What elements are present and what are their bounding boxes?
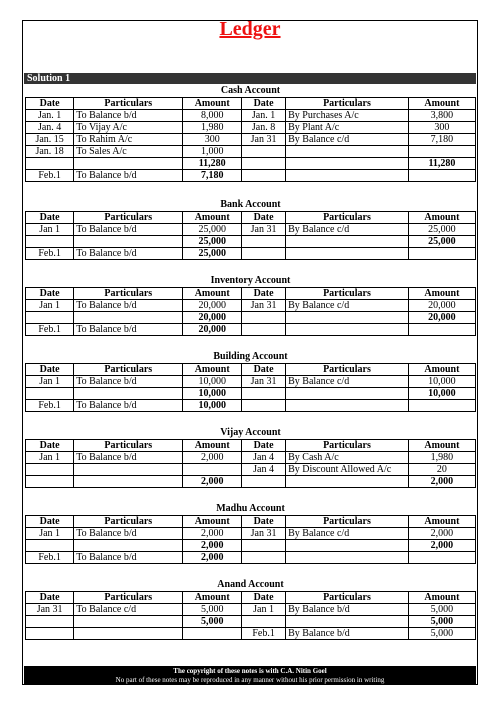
column-header: Particulars <box>286 98 409 110</box>
table-cell: 25,000 <box>183 224 242 236</box>
table-cell: To Balance b/d <box>74 248 183 260</box>
table-cell <box>242 312 286 324</box>
table-cell: Feb.1 <box>26 400 74 412</box>
table-cell: To Balance b/d <box>74 110 183 122</box>
table-cell: 2,000 <box>408 476 475 488</box>
table-cell <box>26 464 74 476</box>
table-cell <box>26 540 74 552</box>
table-row <box>26 236 476 248</box>
ledger-account <box>25 427 476 488</box>
table-cell: 2,000 <box>183 452 242 464</box>
table-cell: Jan 31 <box>242 300 286 312</box>
table-cell: Jan. 18 <box>26 146 74 158</box>
table-cell: 5,000 <box>183 604 242 616</box>
table-cell <box>408 324 475 336</box>
table-cell: By Purchases A/c <box>286 110 409 122</box>
table-cell: 20,000 <box>183 300 242 312</box>
header-row <box>26 364 476 376</box>
table-cell: Jan 1 <box>26 528 74 540</box>
table-cell <box>242 552 286 564</box>
table-cell <box>242 158 286 170</box>
column-header: Amount <box>183 592 242 604</box>
table-cell: 25,000 <box>183 236 242 248</box>
header-row <box>26 98 476 110</box>
column-header: Date <box>26 440 74 452</box>
header-row <box>26 592 476 604</box>
column-header: Amount <box>408 288 475 300</box>
column-header: Particulars <box>74 98 183 110</box>
table-cell: 5,000 <box>183 616 242 628</box>
table-cell: Jan 1 <box>26 300 74 312</box>
table-cell <box>26 476 74 488</box>
table-cell <box>26 158 74 170</box>
table-cell <box>286 324 409 336</box>
column-header: Date <box>26 364 74 376</box>
table-cell: Jan 1 <box>242 604 286 616</box>
table-cell: Jan 4 <box>242 464 286 476</box>
table-cell: Jan 31 <box>242 528 286 540</box>
table-cell: To Balance b/d <box>74 552 183 564</box>
table-cell: 2,000 <box>183 552 242 564</box>
table-cell: 2,000 <box>183 476 242 488</box>
table-cell <box>286 248 409 260</box>
column-header: Date <box>26 288 74 300</box>
table-cell <box>242 388 286 400</box>
table-row <box>26 616 476 628</box>
table-cell: By Balance c/d <box>286 528 409 540</box>
table-cell <box>242 476 286 488</box>
table-cell <box>183 464 242 476</box>
table-cell <box>408 248 475 260</box>
table-cell <box>74 312 183 324</box>
table-cell <box>286 388 409 400</box>
table-row <box>26 452 476 464</box>
table-cell <box>242 616 286 628</box>
table-cell: 20 <box>408 464 475 476</box>
table-cell: Jan. 4 <box>26 122 74 134</box>
table-cell: Feb.1 <box>242 628 286 640</box>
table-cell: Jan 31 <box>26 604 74 616</box>
table-cell: 2,000 <box>408 528 475 540</box>
ledger-account <box>25 503 476 564</box>
table-cell: 10,000 <box>183 388 242 400</box>
column-header: Particulars <box>74 516 183 528</box>
table-cell <box>74 476 183 488</box>
table-cell <box>408 552 475 564</box>
column-header: Amount <box>183 516 242 528</box>
table-cell: 20,000 <box>183 324 242 336</box>
column-header: Particulars <box>286 592 409 604</box>
column-header: Amount <box>408 592 475 604</box>
table-cell: To Balance b/d <box>74 528 183 540</box>
table-cell: To Rahim A/c <box>74 134 183 146</box>
ledger-table <box>25 591 476 640</box>
column-header: Particulars <box>74 364 183 376</box>
ledger-account <box>25 85 476 182</box>
table-cell: By Discount Allowed A/c <box>286 464 409 476</box>
table-row <box>26 540 476 552</box>
table-cell: To Balance b/d <box>74 300 183 312</box>
column-header: Amount <box>408 440 475 452</box>
table-row <box>26 400 476 412</box>
table-cell: Feb.1 <box>26 170 74 182</box>
table-cell <box>183 628 242 640</box>
column-header: Date <box>242 364 286 376</box>
table-cell: To Sales A/c <box>74 146 183 158</box>
table-cell <box>26 236 74 248</box>
table-cell <box>408 400 475 412</box>
column-header: Date <box>242 440 286 452</box>
table-cell: To Balance c/d <box>74 604 183 616</box>
header-row <box>26 212 476 224</box>
table-cell: Jan 31 <box>242 376 286 388</box>
table-cell: 1,000 <box>183 146 242 158</box>
table-row <box>26 110 476 122</box>
table-cell: By Balance c/d <box>286 300 409 312</box>
table-cell: 2,000 <box>183 540 242 552</box>
column-header: Particulars <box>74 440 183 452</box>
table-cell <box>74 464 183 476</box>
table-cell <box>74 540 183 552</box>
table-cell <box>408 170 475 182</box>
table-cell <box>242 324 286 336</box>
column-header: Particulars <box>74 592 183 604</box>
table-cell <box>286 552 409 564</box>
table-row <box>26 324 476 336</box>
column-header: Date <box>242 98 286 110</box>
table-cell: 25,000 <box>408 224 475 236</box>
ledger-account <box>25 199 476 260</box>
column-header: Date <box>242 516 286 528</box>
ledger-table <box>25 515 476 564</box>
table-cell: 11,280 <box>183 158 242 170</box>
table-cell <box>286 146 409 158</box>
table-row <box>26 628 476 640</box>
solution-bar: Solution 1 <box>24 73 476 84</box>
table-row <box>26 248 476 260</box>
table-row <box>26 604 476 616</box>
table-cell: 20,000 <box>183 312 242 324</box>
page-title: Ledger <box>219 18 281 40</box>
column-header: Particulars <box>286 516 409 528</box>
table-cell <box>74 236 183 248</box>
table-row <box>26 122 476 134</box>
ledger-account <box>25 351 476 412</box>
column-header: Particulars <box>286 212 409 224</box>
table-cell <box>26 616 74 628</box>
column-header: Amount <box>408 516 475 528</box>
column-header: Date <box>242 288 286 300</box>
table-cell: 25,000 <box>183 248 242 260</box>
table-cell: 5,000 <box>408 604 475 616</box>
account-title: Anand Account <box>217 579 284 590</box>
table-cell: By Balance c/d <box>286 376 409 388</box>
table-cell: 2,000 <box>183 528 242 540</box>
table-cell: To Balance b/d <box>74 324 183 336</box>
table-cell <box>286 312 409 324</box>
table-row <box>26 224 476 236</box>
column-header: Date <box>26 592 74 604</box>
table-row <box>26 158 476 170</box>
table-row <box>26 476 476 488</box>
column-header: Amount <box>183 440 242 452</box>
table-cell <box>242 540 286 552</box>
account-title: Vijay Account <box>220 427 281 438</box>
column-header: Particulars <box>286 440 409 452</box>
table-cell <box>286 158 409 170</box>
table-cell: To Balance b/d <box>74 224 183 236</box>
table-cell: To Vijay A/c <box>74 122 183 134</box>
ledger-table <box>25 363 476 412</box>
table-cell <box>74 616 183 628</box>
table-cell: Jan 1 <box>26 452 74 464</box>
table-cell: Jan 4 <box>242 452 286 464</box>
table-cell: 10,000 <box>408 376 475 388</box>
column-header: Amount <box>183 212 242 224</box>
table-cell: By Plant A/c <box>286 122 409 134</box>
table-cell: Feb.1 <box>26 324 74 336</box>
table-cell <box>286 400 409 412</box>
table-cell: Jan 31 <box>242 134 286 146</box>
table-row <box>26 388 476 400</box>
table-cell <box>408 146 475 158</box>
table-cell: Jan. 1 <box>242 110 286 122</box>
footer-line-1: The copyright of these notes is with C.A. Nitin Goel <box>173 667 327 675</box>
ledger-account <box>25 579 476 640</box>
column-header: Particulars <box>286 288 409 300</box>
table-cell: Feb.1 <box>26 552 74 564</box>
ledger-table <box>25 439 476 488</box>
table-cell: By Balance b/d <box>286 604 409 616</box>
column-header: Amount <box>408 364 475 376</box>
account-title: Madhu Account <box>216 503 285 514</box>
table-cell <box>242 170 286 182</box>
table-cell <box>242 236 286 248</box>
ledger-account <box>25 275 476 336</box>
table-cell <box>74 388 183 400</box>
ledger-table <box>25 97 476 182</box>
table-cell: Jan. 15 <box>26 134 74 146</box>
table-cell <box>286 476 409 488</box>
header-row <box>26 288 476 300</box>
table-cell: 20,000 <box>408 312 475 324</box>
column-header: Particulars <box>286 364 409 376</box>
table-row <box>26 552 476 564</box>
table-cell: 3,800 <box>408 110 475 122</box>
table-cell: 1,980 <box>408 452 475 464</box>
table-cell <box>242 146 286 158</box>
table-cell: 300 <box>183 134 242 146</box>
table-row <box>26 300 476 312</box>
column-header: Date <box>242 212 286 224</box>
table-cell: 300 <box>408 122 475 134</box>
column-header: Amount <box>408 212 475 224</box>
table-cell: Jan. 8 <box>242 122 286 134</box>
table-cell <box>242 248 286 260</box>
table-cell: 7,180 <box>183 170 242 182</box>
ledger-table <box>25 287 476 336</box>
table-cell: 5,000 <box>408 628 475 640</box>
table-cell <box>286 540 409 552</box>
column-header: Date <box>242 592 286 604</box>
table-cell: By Cash A/c <box>286 452 409 464</box>
account-title: Building Account <box>213 351 288 362</box>
column-header: Particulars <box>74 288 183 300</box>
table-row <box>26 464 476 476</box>
table-cell: 10,000 <box>408 388 475 400</box>
table-row <box>26 170 476 182</box>
table-cell <box>242 400 286 412</box>
copyright-footer <box>24 666 476 684</box>
table-cell: To Balance b/d <box>74 376 183 388</box>
account-title: Bank Account <box>220 199 281 210</box>
table-cell <box>26 628 74 640</box>
table-cell: By Balance c/d <box>286 134 409 146</box>
table-cell: By Balance b/d <box>286 628 409 640</box>
table-cell: 2,000 <box>408 540 475 552</box>
footer-line-2: No part of these notes may be reproduced in any manner without his prior permission in writing <box>115 675 385 684</box>
table-cell: To Balance b/d <box>74 400 183 412</box>
table-cell: Jan 31 <box>242 224 286 236</box>
table-cell <box>26 312 74 324</box>
header-row <box>26 440 476 452</box>
column-header: Date <box>26 516 74 528</box>
table-cell: 11,280 <box>408 158 475 170</box>
ledger-table <box>25 211 476 260</box>
table-row <box>26 134 476 146</box>
table-cell: Jan 1 <box>26 224 74 236</box>
table-cell: To Balance b/d <box>74 452 183 464</box>
table-cell <box>74 158 183 170</box>
column-header: Amount <box>183 288 242 300</box>
table-cell: Jan. 1 <box>26 110 74 122</box>
column-header: Date <box>26 212 74 224</box>
table-cell <box>26 388 74 400</box>
column-header: Amount <box>183 98 242 110</box>
column-header: Date <box>26 98 74 110</box>
account-title: Cash Account <box>220 85 281 96</box>
table-row <box>26 312 476 324</box>
table-row <box>26 528 476 540</box>
column-header: Amount <box>183 364 242 376</box>
table-row <box>26 146 476 158</box>
table-cell <box>74 628 183 640</box>
table-cell: 8,000 <box>183 110 242 122</box>
table-cell: 5,000 <box>408 616 475 628</box>
table-cell: To Balance b/d <box>74 170 183 182</box>
table-cell: 1,980 <box>183 122 242 134</box>
table-cell: 25,000 <box>408 236 475 248</box>
table-cell <box>286 236 409 248</box>
table-cell <box>286 170 409 182</box>
table-row <box>26 376 476 388</box>
table-cell: 20,000 <box>408 300 475 312</box>
column-header: Amount <box>408 98 475 110</box>
table-cell: 10,000 <box>183 400 242 412</box>
table-cell: 7,180 <box>408 134 475 146</box>
table-cell <box>286 616 409 628</box>
table-cell: By Balance c/d <box>286 224 409 236</box>
column-header: Particulars <box>74 212 183 224</box>
table-cell: 10,000 <box>183 376 242 388</box>
table-cell: Feb.1 <box>26 248 74 260</box>
table-cell: Jan 1 <box>26 376 74 388</box>
header-row <box>26 516 476 528</box>
account-title: Inventory Account <box>210 275 291 286</box>
